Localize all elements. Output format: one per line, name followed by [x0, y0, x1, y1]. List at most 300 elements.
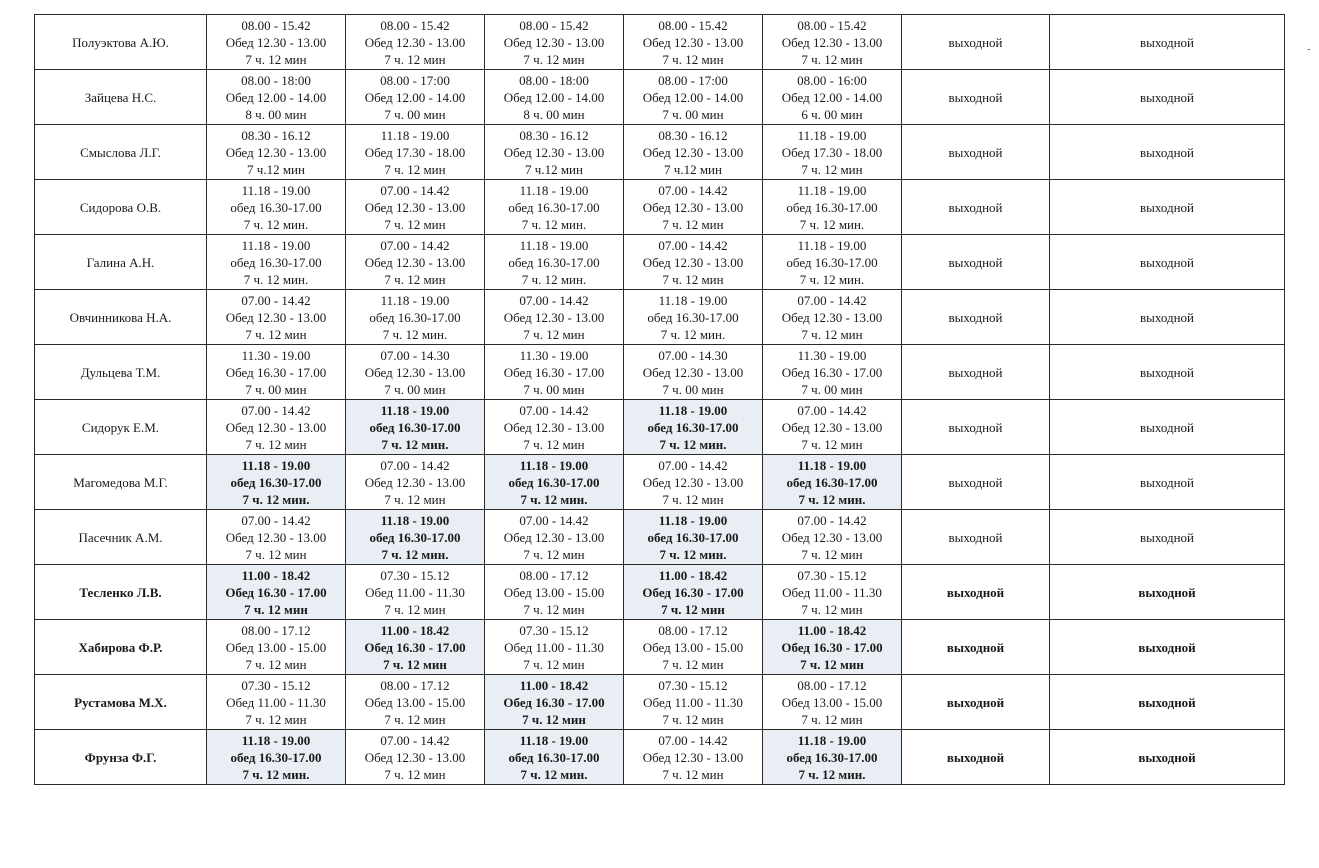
- lunch-break: Обед 12.30 - 13.00: [781, 419, 883, 435]
- employee-name: Сидорук Е.М.: [35, 400, 207, 455]
- shift-duration: 7 ч. 12 мин: [662, 656, 724, 672]
- shift-hours: 11.00 - 18.42: [519, 677, 589, 693]
- day-off-cell: выходной: [902, 70, 1050, 125]
- shift-hours: 07.00 - 14.30: [380, 347, 450, 363]
- employee-name: Тесленко Л.В.: [35, 565, 207, 620]
- lunch-break: Обед 12.30 - 13.00: [642, 254, 744, 270]
- shift-duration: 8 ч. 00 мин: [523, 106, 585, 122]
- lunch-break: Обед 12.30 - 13.00: [642, 144, 744, 160]
- shift-cell: [346, 345, 485, 400]
- lunch-break: Обед 12.30 - 13.00: [503, 34, 605, 50]
- shift-cell: [485, 730, 624, 785]
- shift-cell: [207, 290, 346, 345]
- shift-duration: 7 ч. 12 мин.: [799, 216, 865, 232]
- day-off-cell: выходной: [1050, 290, 1285, 345]
- shift-hours: 11.18 - 19.00: [797, 237, 867, 253]
- shift-hours: 11.18 - 19.00: [658, 512, 728, 528]
- shift-hours: 11.18 - 19.00: [380, 512, 450, 528]
- lunch-break: Обед 12.30 - 13.00: [364, 364, 466, 380]
- shift-hours: 07.00 - 14.42: [380, 182, 450, 198]
- shift-cell: [763, 235, 902, 290]
- shift-hours: 11.00 - 18.42: [658, 567, 728, 583]
- shift-cell: [624, 620, 763, 675]
- shift-cell: [207, 70, 346, 125]
- shift-duration: 7 ч. 00 мин: [662, 381, 724, 397]
- table-row: [35, 730, 1285, 785]
- shift-hours: 11.18 - 19.00: [380, 402, 450, 418]
- shift-hours: 07.00 - 14.30: [658, 347, 728, 363]
- shift-cell: [207, 565, 346, 620]
- shift-hours: 11.30 - 19.00: [519, 347, 589, 363]
- lunch-break: обед 16.30-17.00: [369, 419, 461, 435]
- lunch-break: Обед 12.00 - 14.00: [781, 89, 883, 105]
- lunch-break: Обед 12.30 - 13.00: [503, 529, 605, 545]
- shift-cell: [763, 400, 902, 455]
- day-off-cell: выходной: [1050, 70, 1285, 125]
- day-off-cell: выходной: [902, 290, 1050, 345]
- employee-name: Рустамова М.Х.: [35, 675, 207, 730]
- shift-duration: 7 ч. 12 мин.: [520, 766, 588, 782]
- shift-cell: [624, 345, 763, 400]
- shift-duration: 7 ч. 12 мин: [801, 326, 863, 342]
- table-row: [35, 565, 1285, 620]
- shift-hours: 07.00 - 14.42: [797, 402, 867, 418]
- shift-hours: 11.00 - 18.42: [380, 622, 450, 638]
- table-row: [35, 180, 1285, 235]
- shift-hours: 08.30 - 16.12: [519, 127, 589, 143]
- lunch-break: Обед 12.30 - 13.00: [642, 34, 744, 50]
- shift-duration: 7 ч. 12 мин.: [798, 766, 866, 782]
- table-row: [35, 400, 1285, 455]
- day-off-cell: выходной: [902, 455, 1050, 510]
- lunch-break: Обед 12.30 - 13.00: [225, 529, 327, 545]
- shift-hours: 11.18 - 19.00: [519, 182, 589, 198]
- shift-hours: 08.00 - 17.12: [519, 567, 589, 583]
- shift-cell: [763, 290, 902, 345]
- lunch-break: Обед 12.30 - 13.00: [781, 309, 883, 325]
- shift-cell: [346, 400, 485, 455]
- shift-hours: 11.18 - 19.00: [797, 127, 867, 143]
- lunch-break: обед 16.30-17.00: [508, 199, 600, 215]
- lunch-break: обед 16.30-17.00: [647, 419, 739, 435]
- day-off-cell: выходной: [1050, 180, 1285, 235]
- shift-duration: 7 ч. 12 мин: [523, 51, 585, 67]
- shift-duration: 7 ч. 00 мин: [245, 381, 307, 397]
- shift-cell: [485, 455, 624, 510]
- shift-hours: 07.00 - 14.42: [241, 402, 311, 418]
- shift-duration: 7 ч. 12 мин: [662, 271, 724, 287]
- table-row: [35, 290, 1285, 345]
- shift-cell: [346, 70, 485, 125]
- shift-cell: [624, 125, 763, 180]
- shift-duration: 7 ч. 12 мин: [522, 711, 586, 727]
- shift-hours: 11.30 - 19.00: [797, 347, 867, 363]
- shift-duration: 7 ч. 12 мин: [801, 711, 863, 727]
- shift-hours: 08.00 - 17.12: [241, 622, 311, 638]
- shift-duration: 7 ч. 12 мин: [801, 436, 863, 452]
- shift-cell: [624, 565, 763, 620]
- shift-duration: 7 ч. 12 мин: [800, 656, 864, 672]
- lunch-break: Обед 12.00 - 14.00: [225, 89, 327, 105]
- shift-cell: [346, 455, 485, 510]
- shift-hours: 07.30 - 15.12: [519, 622, 589, 638]
- shift-duration: 7 ч. 12 мин: [384, 491, 446, 507]
- shift-cell: [763, 125, 902, 180]
- shift-hours: 07.00 - 14.42: [519, 402, 589, 418]
- shift-hours: 07.00 - 14.42: [380, 237, 450, 253]
- lunch-break: Обед 16.30 - 17.00: [225, 584, 327, 600]
- lunch-break: Обед 12.30 - 13.00: [642, 474, 744, 490]
- shift-cell: [624, 290, 763, 345]
- shift-hours: 07.00 - 14.42: [241, 292, 311, 308]
- shift-hours: 08.00 - 18:00: [241, 72, 311, 88]
- day-off-cell: выходной: [1050, 345, 1285, 400]
- shift-duration: 7 ч. 12 мин.: [242, 766, 310, 782]
- shift-duration: 7 ч. 12 мин: [245, 436, 307, 452]
- day-off-cell: выходной: [902, 730, 1050, 785]
- shift-duration: 7 ч. 12 мин: [384, 51, 446, 67]
- shift-duration: 7 ч. 12 мин.: [798, 491, 866, 507]
- shift-hours: 08.00 - 15.42: [519, 17, 589, 33]
- lunch-break: обед 16.30-17.00: [508, 254, 600, 270]
- lunch-break: обед 16.30-17.00: [786, 474, 878, 490]
- lunch-break: Обед 13.00 - 15.00: [225, 639, 327, 655]
- shift-duration: 7 ч. 12 мин: [384, 766, 446, 782]
- shift-hours: 07.00 - 14.42: [658, 732, 728, 748]
- shift-cell: [763, 455, 902, 510]
- shift-hours: 11.18 - 19.00: [241, 237, 311, 253]
- shift-duration: 7 ч. 12 мин: [662, 491, 724, 507]
- shift-cell: [485, 70, 624, 125]
- table-row: [35, 70, 1285, 125]
- shift-hours: 08.00 - 16:00: [797, 72, 867, 88]
- shift-cell: [346, 675, 485, 730]
- lunch-break: Обед 12.30 - 13.00: [364, 749, 466, 765]
- lunch-break: обед 16.30-17.00: [230, 749, 322, 765]
- lunch-break: Обед 12.00 - 14.00: [364, 89, 466, 105]
- shift-cell: [624, 400, 763, 455]
- shift-hours: 07.00 - 14.42: [380, 457, 450, 473]
- shift-cell: [485, 290, 624, 345]
- table-row: [35, 125, 1285, 180]
- shift-hours: 07.00 - 14.42: [380, 732, 450, 748]
- employee-name: Зайцева Н.С.: [35, 70, 207, 125]
- shift-duration: 7 ч. 12 мин.: [381, 546, 449, 562]
- shift-hours: 07.30 - 15.12: [658, 677, 728, 693]
- shift-cell: [485, 675, 624, 730]
- lunch-break: Обед 17.30 - 18.00: [781, 144, 883, 160]
- shift-cell: [485, 620, 624, 675]
- shift-cell: [624, 235, 763, 290]
- shift-hours: 08.30 - 16.12: [658, 127, 728, 143]
- lunch-break: Обед 12.30 - 13.00: [225, 144, 327, 160]
- shift-duration: 7 ч. 12 мин.: [659, 436, 727, 452]
- employee-name: Дульцева Т.М.: [35, 345, 207, 400]
- shift-duration: 7 ч. 12 мин: [384, 711, 446, 727]
- day-off-cell: выходной: [1050, 620, 1285, 675]
- lunch-break: обед 16.30-17.00: [230, 254, 322, 270]
- shift-hours: 08.00 - 15.42: [380, 17, 450, 33]
- shift-hours: 07.00 - 14.42: [519, 512, 589, 528]
- lunch-break: Обед 12.30 - 13.00: [364, 474, 466, 490]
- shift-hours: 11.18 - 19.00: [797, 732, 867, 748]
- shift-cell: [207, 400, 346, 455]
- lunch-break: Обед 12.30 - 13.00: [364, 254, 466, 270]
- shift-duration: 7 ч.12 мин: [664, 161, 722, 177]
- shift-cell: [207, 730, 346, 785]
- lunch-break: Обед 11.00 - 11.30: [365, 584, 465, 600]
- shift-duration: 7 ч. 12 мин: [384, 216, 446, 232]
- shift-cell: [485, 15, 624, 70]
- shift-hours: 08.00 - 15.42: [797, 17, 867, 33]
- table-row: [35, 510, 1285, 565]
- shift-hours: 11.18 - 19.00: [241, 732, 311, 748]
- lunch-break: Обед 12.30 - 13.00: [503, 419, 605, 435]
- day-off-cell: выходной: [1050, 125, 1285, 180]
- shift-hours: 07.30 - 15.12: [241, 677, 311, 693]
- shift-duration: 7 ч. 12 мин: [523, 546, 585, 562]
- day-off-cell: выходной: [1050, 730, 1285, 785]
- shift-duration: 6 ч. 00 мин: [801, 106, 863, 122]
- day-off-cell: выходной: [1050, 510, 1285, 565]
- shift-duration: 7 ч. 12 мин.: [659, 546, 727, 562]
- shift-cell: [624, 70, 763, 125]
- shift-duration: 7 ч. 12 мин: [662, 766, 724, 782]
- shift-cell: [346, 235, 485, 290]
- table-row: [35, 15, 1285, 70]
- shift-cell: [624, 510, 763, 565]
- shift-duration: 7 ч. 12 мин: [662, 216, 724, 232]
- shift-cell: [207, 455, 346, 510]
- shift-cell: [485, 565, 624, 620]
- shift-duration: 7 ч. 12 мин: [801, 546, 863, 562]
- lunch-break: Обед 12.30 - 13.00: [225, 419, 327, 435]
- shift-cell: [624, 675, 763, 730]
- shift-hours: 08.00 - 17.12: [658, 622, 728, 638]
- shift-duration: 7 ч. 12 мин: [245, 656, 307, 672]
- lunch-break: Обед 13.00 - 15.00: [503, 584, 605, 600]
- shift-cell: [346, 180, 485, 235]
- shift-duration: 7 ч. 00 мин: [801, 381, 863, 397]
- shift-hours: 11.18 - 19.00: [519, 732, 589, 748]
- shift-cell: [207, 345, 346, 400]
- shift-hours: 11.18 - 19.00: [519, 237, 589, 253]
- shift-duration: 7 ч. 00 мин: [384, 381, 446, 397]
- lunch-break: Обед 12.30 - 13.00: [364, 199, 466, 215]
- day-off-cell: выходной: [1050, 675, 1285, 730]
- schedule-table: [34, 14, 1285, 785]
- shift-hours: 11.18 - 19.00: [658, 292, 728, 308]
- shift-duration: 7 ч. 00 мин: [523, 381, 585, 397]
- table-row: [35, 235, 1285, 290]
- lunch-break: Обед 16.30 - 17.00: [503, 364, 605, 380]
- shift-hours: 08.30 - 16.12: [241, 127, 311, 143]
- lunch-break: Обед 11.00 - 11.30: [504, 639, 604, 655]
- shift-hours: 11.18 - 19.00: [380, 127, 450, 143]
- shift-hours: 11.18 - 19.00: [241, 457, 311, 473]
- employee-name: Смыслова Л.Г.: [35, 125, 207, 180]
- shift-cell: [624, 730, 763, 785]
- lunch-break: Обед 16.30 - 17.00: [781, 364, 883, 380]
- day-off-cell: выходной: [902, 565, 1050, 620]
- shift-duration: 7 ч. 12 мин: [384, 601, 446, 617]
- shift-duration: 7 ч. 12 мин.: [381, 436, 449, 452]
- shift-duration: 7 ч. 12 мин.: [660, 326, 726, 342]
- shift-cell: [485, 400, 624, 455]
- lunch-break: обед 16.30-17.00: [230, 474, 322, 490]
- shift-hours: 11.00 - 18.42: [797, 622, 867, 638]
- shift-duration: 7 ч. 12 мин: [245, 711, 307, 727]
- shift-duration: 7 ч. 12 мин: [801, 601, 863, 617]
- shift-duration: 7 ч. 12 мин: [244, 601, 308, 617]
- shift-duration: 8 ч. 00 мин: [245, 106, 307, 122]
- shift-cell: [207, 235, 346, 290]
- lunch-break: Обед 12.00 - 14.00: [503, 89, 605, 105]
- shift-duration: 7 ч. 12 мин: [523, 601, 585, 617]
- shift-duration: 7 ч. 12 мин: [523, 656, 585, 672]
- shift-duration: 7 ч. 12 мин: [245, 51, 307, 67]
- shift-duration: 7 ч. 12 мин: [801, 51, 863, 67]
- day-off-cell: выходной: [902, 620, 1050, 675]
- day-off-cell: выходной: [1050, 15, 1285, 70]
- shift-cell: [346, 125, 485, 180]
- shift-hours: 11.18 - 19.00: [519, 457, 589, 473]
- shift-hours: 07.00 - 14.42: [519, 292, 589, 308]
- shift-cell: [485, 125, 624, 180]
- day-off-cell: выходной: [1050, 455, 1285, 510]
- employee-name: Овчинникова Н.А.: [35, 290, 207, 345]
- employee-name: Магомедова М.Г.: [35, 455, 207, 510]
- employee-name: Галина А.Н.: [35, 235, 207, 290]
- day-off-cell: выходной: [902, 510, 1050, 565]
- lunch-break: Обед 12.00 - 14.00: [642, 89, 744, 105]
- shift-hours: 11.30 - 19.00: [241, 347, 311, 363]
- shift-cell: [624, 455, 763, 510]
- shift-cell: [624, 180, 763, 235]
- shift-cell: [763, 730, 902, 785]
- shift-hours: 08.00 - 17:00: [380, 72, 450, 88]
- lunch-break: Обед 13.00 - 15.00: [642, 639, 744, 655]
- shift-cell: [763, 345, 902, 400]
- shift-hours: 11.18 - 19.00: [380, 292, 450, 308]
- shift-cell: [763, 675, 902, 730]
- shift-duration: 7 ч. 12 мин: [245, 326, 307, 342]
- employee-name: Полуэктова А.Ю.: [35, 15, 207, 70]
- shift-duration: 7 ч. 12 мин.: [243, 271, 309, 287]
- lunch-break: Обед 17.30 - 18.00: [364, 144, 466, 160]
- lunch-break: Обед 13.00 - 15.00: [781, 694, 883, 710]
- shift-cell: [346, 15, 485, 70]
- shift-duration: 7 ч. 12 мин.: [242, 491, 310, 507]
- day-off-cell: выходной: [902, 235, 1050, 290]
- shift-cell: [207, 675, 346, 730]
- shift-cell: [763, 15, 902, 70]
- lunch-break: обед 16.30-17.00: [369, 309, 461, 325]
- lunch-break: Обед 12.30 - 13.00: [225, 309, 327, 325]
- shift-duration: 7 ч. 12 мин: [523, 326, 585, 342]
- shift-duration: 7 ч. 12 мин: [661, 601, 725, 617]
- lunch-break: Обед 12.30 - 13.00: [781, 34, 883, 50]
- shift-cell: [346, 290, 485, 345]
- shift-duration: 7 ч. 12 мин: [383, 656, 447, 672]
- table-row: [35, 620, 1285, 675]
- lunch-break: Обед 12.30 - 13.00: [503, 309, 605, 325]
- table-row: [35, 675, 1285, 730]
- lunch-break: обед 16.30-17.00: [786, 749, 878, 765]
- shift-cell: [207, 620, 346, 675]
- shift-hours: 11.18 - 19.00: [797, 182, 867, 198]
- shift-hours: 07.00 - 14.42: [658, 237, 728, 253]
- shift-hours: 11.00 - 18.42: [241, 567, 311, 583]
- shift-hours: 07.00 - 14.42: [797, 292, 867, 308]
- shift-cell: [346, 730, 485, 785]
- shift-duration: 7 ч.12 мин: [247, 161, 305, 177]
- shift-duration: 7 ч. 12 мин.: [799, 271, 865, 287]
- lunch-break: Обед 11.00 - 11.30: [782, 584, 882, 600]
- shift-duration: 7 ч. 00 мин: [662, 106, 724, 122]
- table-row: [35, 345, 1285, 400]
- shift-cell: [207, 510, 346, 565]
- lunch-break: Обед 16.30 - 17.00: [225, 364, 327, 380]
- shift-duration: 7 ч. 12 мин: [801, 161, 863, 177]
- lunch-break: Обед 16.30 - 17.00: [642, 584, 744, 600]
- shift-cell: [207, 180, 346, 235]
- lunch-break: обед 16.30-17.00: [508, 474, 600, 490]
- shift-cell: [346, 620, 485, 675]
- day-off-cell: выходной: [1050, 400, 1285, 455]
- shift-cell: [346, 565, 485, 620]
- shift-duration: 7 ч. 12 мин: [662, 51, 724, 67]
- shift-duration: 7 ч. 12 мин.: [243, 216, 309, 232]
- shift-hours: 07.00 - 14.42: [241, 512, 311, 528]
- shift-duration: 7 ч. 12 мин: [523, 436, 585, 452]
- shift-hours: 07.30 - 15.12: [380, 567, 450, 583]
- day-off-cell: выходной: [902, 675, 1050, 730]
- lunch-break: обед 16.30-17.00: [647, 309, 739, 325]
- shift-hours: 11.18 - 19.00: [797, 457, 867, 473]
- employee-name: Пасечник А.М.: [35, 510, 207, 565]
- day-off-cell: выходной: [902, 125, 1050, 180]
- shift-cell: [763, 510, 902, 565]
- shift-cell: [207, 125, 346, 180]
- shift-hours: 08.00 - 15.42: [658, 17, 728, 33]
- shift-cell: [763, 180, 902, 235]
- employee-name: Сидорова О.В.: [35, 180, 207, 235]
- lunch-break: Обед 11.00 - 11.30: [226, 694, 326, 710]
- day-off-cell: выходной: [902, 400, 1050, 455]
- shift-hours: 08.00 - 18:00: [519, 72, 589, 88]
- shift-hours: 07.00 - 14.42: [658, 182, 728, 198]
- day-off-cell: выходной: [1050, 235, 1285, 290]
- shift-cell: [763, 565, 902, 620]
- lunch-break: обед 16.30-17.00: [369, 529, 461, 545]
- lunch-break: Обед 11.00 - 11.30: [643, 694, 743, 710]
- shift-hours: 07.00 - 14.42: [658, 457, 728, 473]
- shift-hours: 08.00 - 17.12: [380, 677, 450, 693]
- shift-cell: [485, 510, 624, 565]
- lunch-break: Обед 13.00 - 15.00: [364, 694, 466, 710]
- table-row: [35, 455, 1285, 510]
- lunch-break: Обед 12.30 - 13.00: [225, 34, 327, 50]
- shift-duration: 7 ч. 12 мин: [662, 711, 724, 727]
- shift-duration: 7 ч. 00 мин: [384, 106, 446, 122]
- lunch-break: Обед 16.30 - 17.00: [781, 639, 883, 655]
- lunch-break: обед 16.30-17.00: [786, 199, 878, 215]
- shift-duration: 7 ч.12 мин: [525, 161, 583, 177]
- day-off-cell: выходной: [902, 180, 1050, 235]
- lunch-break: Обед 12.30 - 13.00: [364, 34, 466, 50]
- employee-name: Хабирова Ф.Р.: [35, 620, 207, 675]
